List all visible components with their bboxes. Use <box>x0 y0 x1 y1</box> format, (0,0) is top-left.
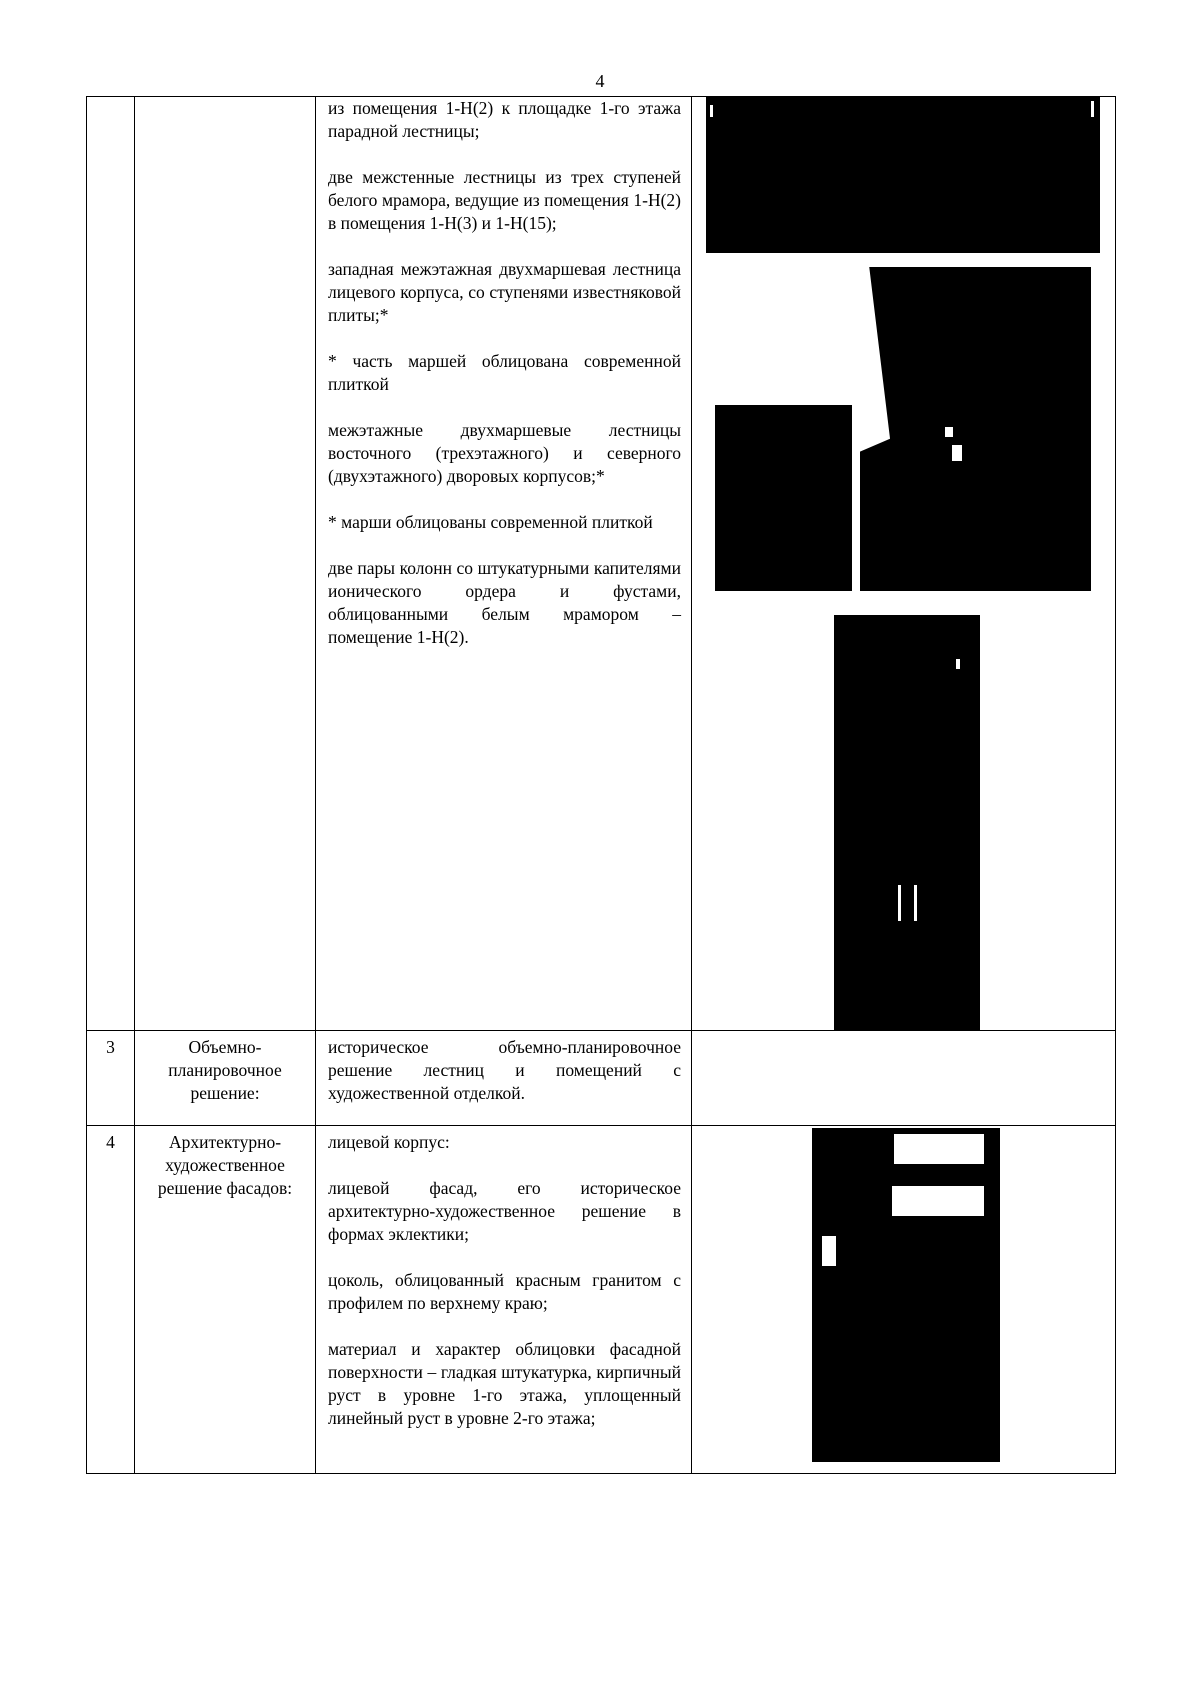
row-name: Объемно-планировочное решение: <box>168 1037 282 1103</box>
row-number-cell <box>87 1031 135 1126</box>
row-number-cell <box>87 97 135 1031</box>
paragraph: две пары колонн со штукатурными капителями ионического ордера и фустами, облицованными белым мрамором – помещение 1-Н(2). <box>328 558 681 647</box>
table-row <box>87 97 1116 1031</box>
row-name-cell <box>135 1126 316 1474</box>
paragraph: * марши облицованы современной плиткой <box>328 512 653 532</box>
row-number: 3 <box>106 1037 115 1057</box>
paragraph: из помещения 1-Н(2) к площадке 1-го этажа парадной лестницы; <box>328 98 681 141</box>
table-row <box>87 1031 1116 1126</box>
description-text <box>316 1126 691 1430</box>
paragraph: лицевой корпус: <box>328 1132 450 1152</box>
marble-columns-photo <box>834 615 980 1031</box>
paragraph: межэтажные двухмаршевые лестницы восточного (трехэтажного) и северного (двухэтажного) дворовых корпусов;* <box>328 420 681 486</box>
facade-photo <box>812 1128 1000 1462</box>
paragraph: лицевой фасад, его историческое архитектурно-художественное решение в формах эклектики; <box>328 1178 681 1244</box>
row-name: Архитектурно-художественное решение фасадов: <box>157 1132 293 1198</box>
paragraph: материал и характер облицовки фасадной поверхности – гладкая штукатурка, кирпичный руст в уровне 1-го этажа, уплощенный линейный руст в уровне 2-го этажа; <box>328 1339 681 1428</box>
empty-photo-cell <box>692 1031 1116 1126</box>
protected-features-table <box>86 96 1116 1474</box>
page-number: 4 <box>595 71 605 91</box>
row-name-cell <box>135 97 316 1031</box>
description-text <box>316 1031 691 1105</box>
stair-landing-photo <box>860 267 1091 591</box>
description-text <box>316 97 691 649</box>
paragraph: цоколь, облицованный красным гранитом с профилем по верхнему краю; <box>328 1270 681 1313</box>
photo-cell <box>692 97 1116 1031</box>
paragraph: историческое объемно-планировочное решение лестниц и помещений с художественной отделкой. <box>328 1037 681 1103</box>
row-number-cell <box>87 1126 135 1474</box>
staircase-photo <box>706 97 1100 253</box>
description-cell <box>316 97 692 1031</box>
row-number <box>87 97 134 102</box>
paragraph: две межстенные лестницы из трех ступеней белого мрамора, ведущие из помещения 1-Н(2) в помещения 1-Н(3) и 1-Н(15); <box>328 167 681 233</box>
photo-cell <box>692 1126 1116 1474</box>
table-row <box>87 1126 1116 1474</box>
paragraph: западная межэтажная двухмаршевая лестница лицевого корпуса, со ступенями известняковой плиты;* <box>328 259 681 325</box>
row-name-cell <box>135 1031 316 1126</box>
row-number: 4 <box>106 1132 115 1152</box>
description-cell <box>316 1031 692 1126</box>
stair-flight-photo <box>715 405 852 591</box>
description-cell <box>316 1126 692 1474</box>
row-name <box>135 97 315 102</box>
paragraph: * часть маршей облицована современной плиткой <box>328 351 681 394</box>
